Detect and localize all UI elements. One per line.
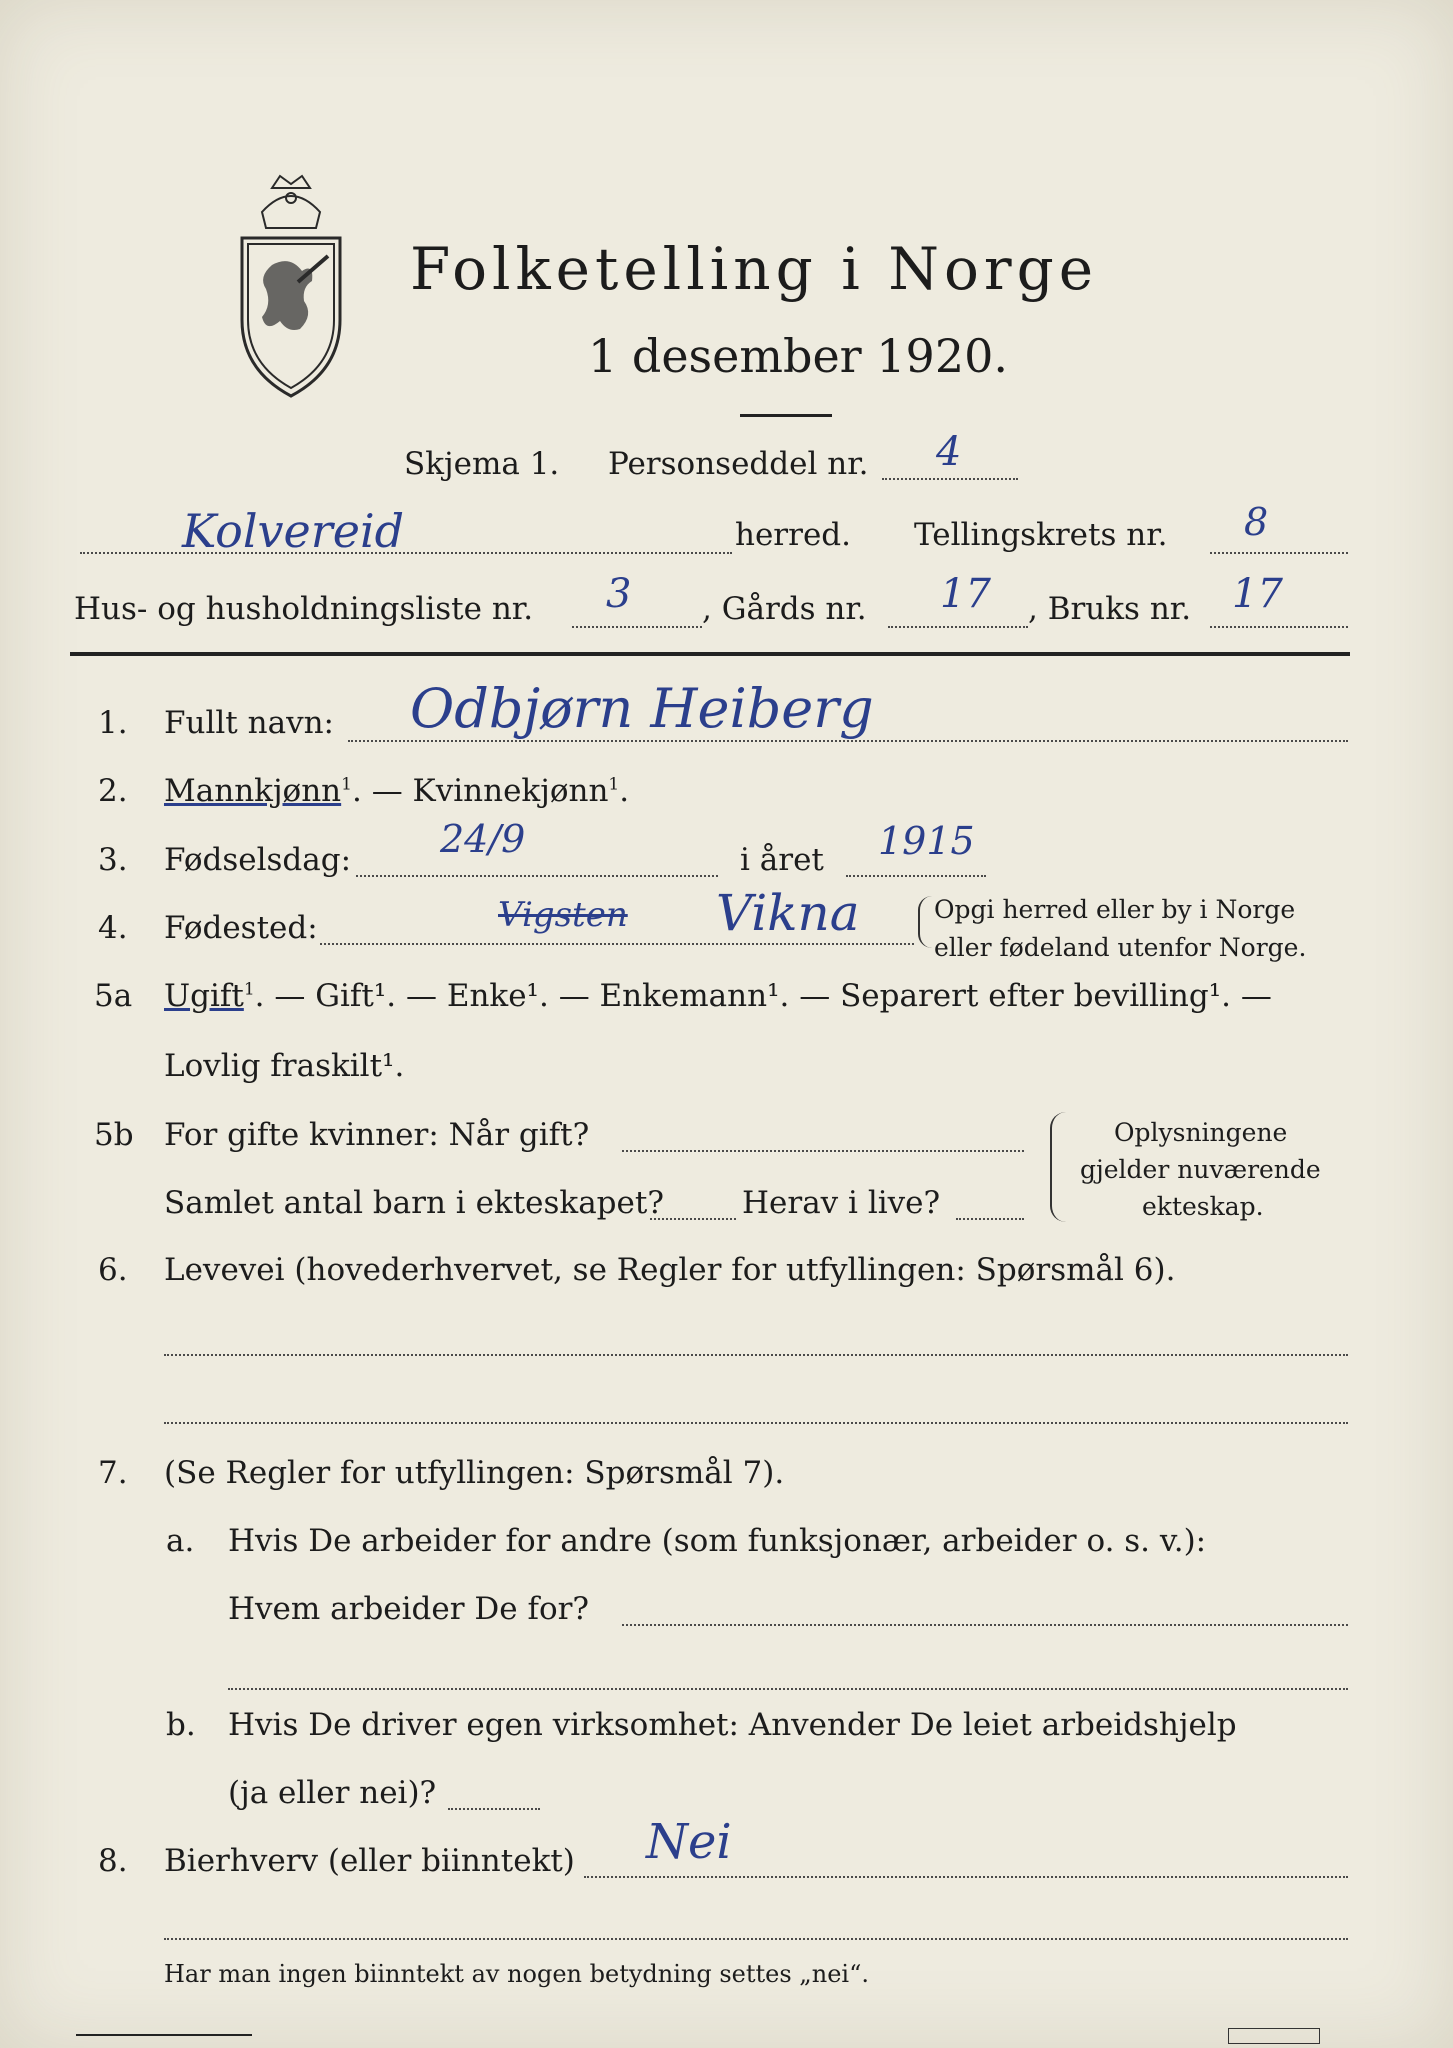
q8-number: 8.: [98, 1843, 128, 1879]
tellingskrets-line: [1210, 552, 1348, 554]
q1-line: [348, 740, 1348, 742]
q7a-letter: a.: [166, 1523, 195, 1559]
q5b-number: 5b: [94, 1117, 134, 1153]
q5b-note-line3: ekteskap.: [1142, 1192, 1264, 1221]
q7a-line-1: [622, 1624, 1348, 1626]
q3-day-line: [356, 875, 718, 877]
q7b-line1: Hvis De driver egen virksomhet: Anvender De leiet arbeidshjelp: [228, 1707, 1237, 1743]
q5b-label: For gifte kvinner: Når gift?: [164, 1117, 590, 1153]
q7-number: 7.: [98, 1455, 128, 1491]
gards-label: , Gårds nr.: [702, 591, 867, 627]
form-title: Folketelling i Norge: [410, 235, 1099, 303]
q5a-line2[interactable]: Lovlig fraskilt¹.: [164, 1048, 405, 1084]
q5b-children-label: Samlet antal barn i ekteskapet?: [164, 1185, 664, 1221]
q2-mannkjonn[interactable]: Mannkjønn: [164, 773, 342, 809]
tellingskrets-label: Tellingskrets nr.: [914, 517, 1168, 553]
husliste-line: [572, 626, 702, 628]
husliste-value[interactable]: 3: [606, 571, 632, 617]
personseddel-line: [882, 478, 1018, 480]
q6-line-1: [164, 1354, 1348, 1356]
q7b-line: [448, 1808, 540, 1810]
q6-line-2: [164, 1422, 1348, 1424]
q4-label: Fødested:: [164, 910, 318, 946]
q2-kvinnekjonn[interactable]: . — Kvinnekjønn: [352, 773, 609, 809]
q4-note-bracket: [918, 896, 932, 948]
q5b-note-bracket: [1050, 1112, 1066, 1222]
footnote-rule: [76, 2034, 252, 2036]
q5a-number: 5a: [94, 978, 133, 1014]
q8-label: Bierhverv (eller biinntekt): [164, 1843, 575, 1879]
q5b-note-line2: gjelder nuværende: [1080, 1155, 1321, 1184]
q7b-line2: (ja eller nei)?: [228, 1775, 437, 1811]
herred-line: [80, 552, 732, 554]
q7a-line1: Hvis De arbeider for andre (som funksjonær, arbeider o. s. v.):: [228, 1523, 1207, 1559]
q5b-alive-line: [956, 1218, 1024, 1220]
q3-birthday-value[interactable]: 24/9: [440, 817, 526, 861]
q4-line: [320, 943, 914, 945]
q7b-letter: b.: [166, 1707, 196, 1743]
q4-struck-value[interactable]: Vigsten: [498, 895, 628, 935]
q1-full-name-value[interactable]: Odbjørn Heiberg: [410, 677, 874, 740]
q5b-note-line1: Oplysningene: [1114, 1118, 1288, 1147]
herred-label: herred.: [735, 517, 851, 553]
title-divider: [740, 414, 832, 417]
bruks-line: [1210, 626, 1348, 628]
q2-footnote-mark-2: 1: [608, 774, 620, 795]
q2-footnote-mark-1: 1: [341, 774, 352, 795]
q1-label: Fullt navn:: [164, 705, 334, 741]
bruks-value[interactable]: 17: [1232, 571, 1283, 617]
q8-line-2: [164, 1938, 1348, 1940]
q5b-children-line: [650, 1218, 736, 1220]
personseddel-label: Personseddel nr.: [608, 446, 869, 482]
q2-number: 2.: [98, 773, 128, 809]
q3-label: Fødselsdag:: [164, 842, 352, 878]
q5a-options[interactable]: . — Gift¹. — Enke¹. — Enkemann¹. — Separert efter bevilling¹. —: [254, 978, 1272, 1014]
tellingskrets-value[interactable]: 8: [1244, 500, 1269, 544]
q3-number: 3.: [98, 842, 128, 878]
q6-number: 6.: [98, 1252, 128, 1288]
schema-label: Skjema 1.: [404, 446, 560, 482]
q4-birthplace-value[interactable]: Vikna: [716, 884, 860, 942]
q4-note-line1: Opgi herred eller by i Norge: [934, 895, 1296, 924]
q3-year-value[interactable]: 1915: [878, 819, 975, 863]
q5a-line1: [164, 978, 1272, 1014]
q7-label: (Se Regler for utfyllingen: Spørsmål 7).: [164, 1455, 785, 1491]
footer-note-text: Har man ingen biinntekt av nogen betydning settes „nei“.: [164, 1960, 869, 1988]
husliste-label: Hus- og husholdningsliste nr.: [74, 591, 534, 627]
q5a-ugift[interactable]: Ugift: [164, 978, 244, 1014]
gards-line: [888, 626, 1028, 628]
q8-line-1: [584, 1876, 1348, 1878]
q5a-footnote-mark: 1: [243, 979, 255, 1000]
personseddel-value[interactable]: 4: [936, 429, 962, 475]
q1-number: 1.: [98, 705, 128, 741]
bruks-label: , Bruks nr.: [1028, 591, 1192, 627]
section-divider: [70, 652, 1350, 656]
q5b-married-line: [622, 1150, 1024, 1152]
census-date: 1 desember 1920.: [588, 329, 1008, 383]
q6-label: Levevei (hovederhvervet, se Regler for utfyllingen: Spørsmål 6).: [164, 1252, 1176, 1288]
q3-year-label: i året: [740, 842, 824, 878]
norway-coat-of-arms-icon: [232, 170, 350, 400]
q2-gender: Mannkjønn$^1$. — Kvinnekjønn$^1$.: [164, 773, 630, 809]
q8-value[interactable]: Nei: [646, 1814, 732, 1870]
q4-number: 4.: [98, 910, 128, 946]
q7a-line-2: [228, 1688, 1348, 1690]
q7a-line2: Hvem arbeider De for?: [228, 1591, 590, 1627]
gards-value[interactable]: 17: [940, 571, 991, 617]
q5b-alive-label: Herav i live?: [742, 1185, 941, 1221]
q4-note-line2: eller fødeland utenfor Norge.: [934, 933, 1307, 962]
printer-stamp: [1228, 2028, 1320, 2044]
herred-value[interactable]: Kolvereid: [182, 504, 405, 558]
q3-year-line: [846, 875, 986, 877]
